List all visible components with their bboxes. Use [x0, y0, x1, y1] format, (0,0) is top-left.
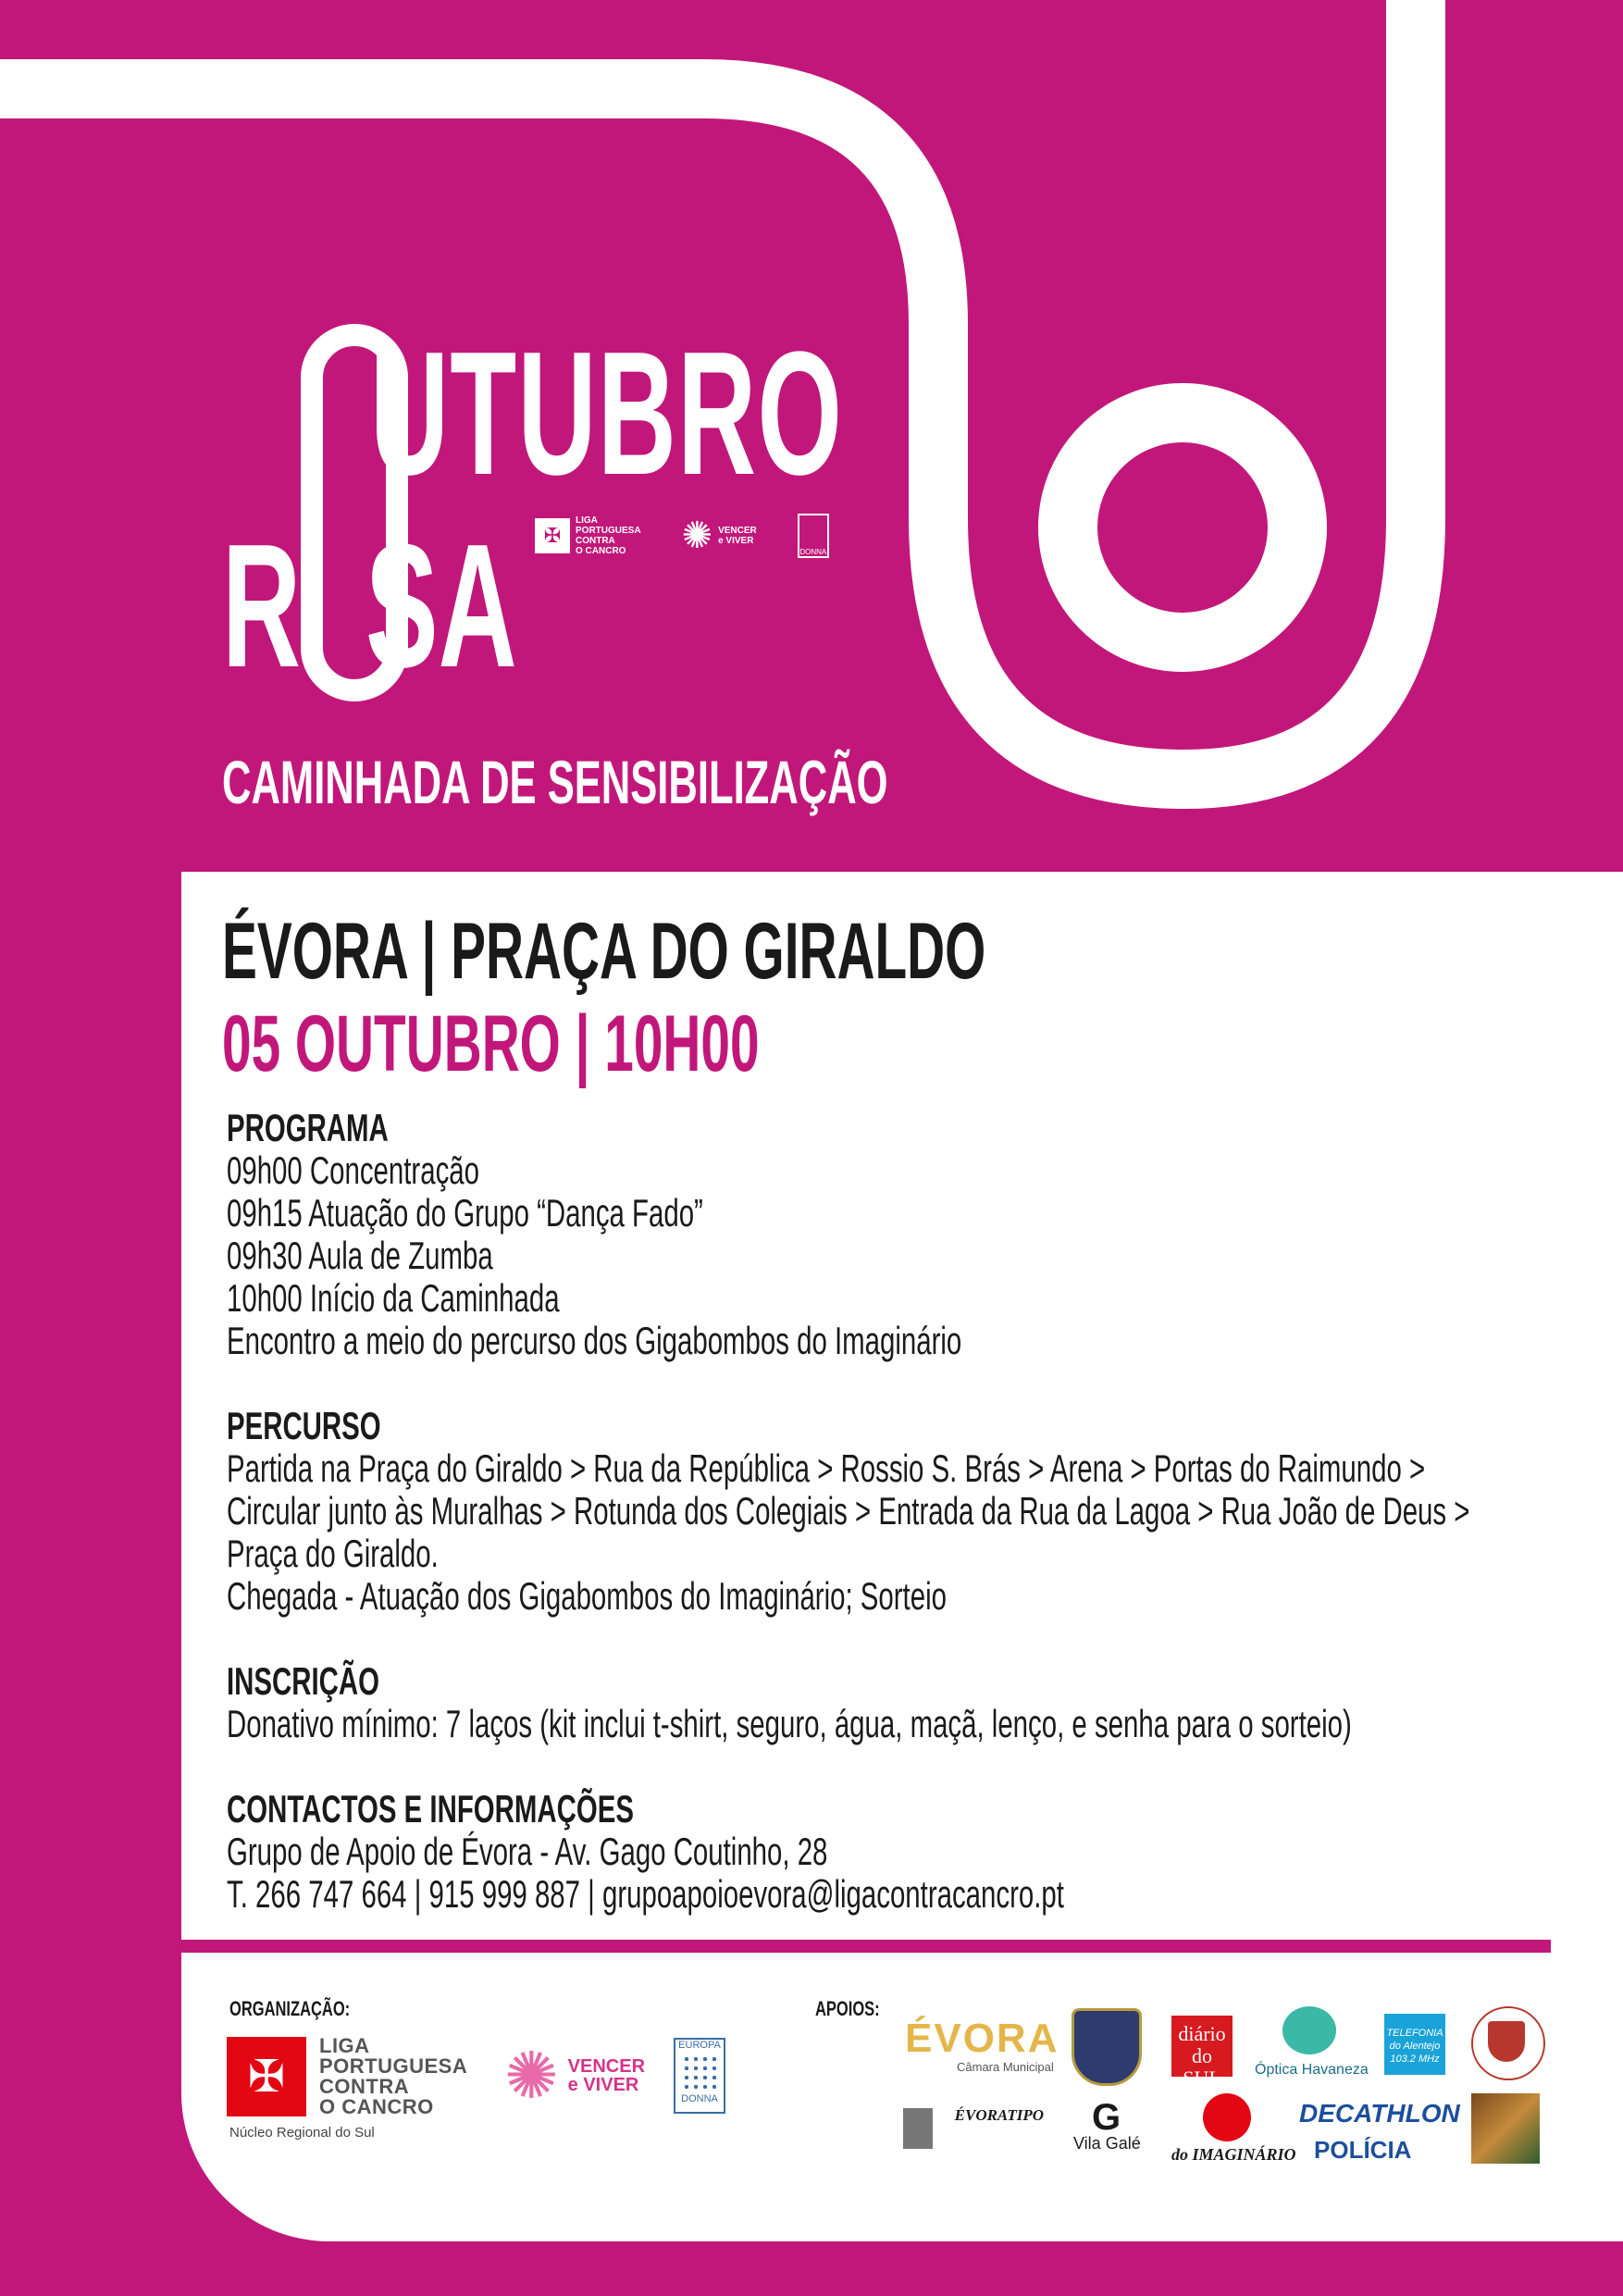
- event-place: ÉVORA | PRAÇA DO GIRALDO: [222, 907, 986, 996]
- section-programa: [227, 1107, 1522, 1362]
- percurso-line: Praça do Giraldo.: [227, 1532, 439, 1575]
- sponsor-photo: [1471, 2093, 1540, 2164]
- europa-donna-logo: EUROPA DONNA: [674, 2038, 725, 2114]
- optica-eye-icon: [1282, 2006, 1336, 2054]
- sponsor-diario-sul-logo: diário do SUL: [1171, 2016, 1233, 2077]
- title-rosa-r: R: [222, 508, 302, 704]
- sponsor-imaginario-logo: do IMAGINÁRIO: [1171, 2145, 1296, 2164]
- section-inscricao: [227, 1660, 1522, 1745]
- section-percurso: [227, 1405, 1522, 1618]
- lpcc-logo: ✠ LIGA PORTUGUESA CONTRA O CANCRO: [227, 2036, 467, 2117]
- sponsor-evora-subtitle: Câmara Municipal: [957, 2060, 1054, 2074]
- lpcc-crab-icon: ✠: [227, 2037, 306, 2116]
- percurso-line: Partida na Praça do Giraldo > Rua da República > Rossio S. Brás > Arena > Portas do Raimundo >: [227, 1446, 1426, 1490]
- contact-address: Grupo de Apoio de Évora - Av. Gago Coutinho, 28: [227, 1830, 828, 1873]
- section-title: CONTACTOS E INFORMAÇÕES: [227, 1787, 634, 1831]
- programa-line: 10h00 Início da Caminhada: [227, 1276, 560, 1320]
- sponsor-optica-logo: Óptica Havaneza: [1255, 2062, 1369, 2078]
- contact-phone-email: T. 266 747 664 | 915 999 887 | grupoapoioevora@ligacontracancro.pt: [227, 1872, 1064, 1916]
- event-date: 05 OUTUBRO | 10H00: [222, 999, 760, 1088]
- programa-line: 09h15 Atuação do Grupo “Dança Fado”: [227, 1191, 703, 1235]
- vila-gale-g-icon: G: [1092, 2097, 1121, 2138]
- europa-donna-logo-small: DONNA: [798, 514, 829, 558]
- event-details: [227, 1107, 1522, 1958]
- title-outubro: UTUBRO: [370, 316, 844, 512]
- sponsor-evoratipo-logo: ÉVORATIPO: [954, 2106, 1044, 2124]
- sponsor-decathlon-logo: DECATHLON: [1299, 2099, 1460, 2128]
- organizacao-label: ORGANIZAÇÃO:: [229, 1997, 351, 2020]
- lpcc-logo-small: ✠ LIGA PORTUGUESA CONTRA O CANCRO: [535, 515, 641, 556]
- inscricao-line: Donativo mínimo: 7 laços (kit inclui t-shirt, seguro, água, maçã, lenço, e senha para o sorteio): [227, 1702, 1352, 1745]
- header-logos: [535, 513, 829, 559]
- sponsor-telefonia-logo: TELEFONIA do Alentejo 103.2 MHz: [1384, 2014, 1445, 2075]
- flower-icon: ✺: [681, 515, 713, 556]
- programa-line: Encontro a meio do percurso dos Gigabombos do Imaginário: [227, 1319, 962, 1362]
- dots-icon: [682, 2054, 717, 2090]
- shield-icon: [1488, 2021, 1525, 2062]
- sponsor-evora-logo: ÉVORA: [905, 2016, 1059, 2061]
- section-contactos: [227, 1788, 1522, 1916]
- lpcc-crab-icon: ✠: [535, 518, 570, 553]
- sponsor-vila-gale-logo: Vila Galé: [1073, 2134, 1141, 2153]
- section-title: PERCURSO: [227, 1404, 381, 1447]
- section-title: PROGRAMA: [227, 1106, 389, 1149]
- track-ring: [1068, 413, 1297, 642]
- subtitle: CAMINHADA DE SENSIBILIZAÇÃO: [222, 748, 888, 816]
- apoios-label: APOIOS:: [815, 1997, 880, 2020]
- percurso-line: Chegada - Atuação dos Gigabombos do Imaginário; Sorteio: [227, 1574, 947, 1618]
- title-rosa-sa: SA: [365, 508, 517, 704]
- sponsor-policia-logo: POLÍCIA: [1314, 2136, 1412, 2164]
- flower-icon: ✺: [504, 2040, 559, 2112]
- programa-line: 09h00 Concentração: [227, 1148, 479, 1192]
- vencer-viver-logo: ✺ VENCER e VIVER: [504, 2040, 646, 2112]
- lpcc-subtitle: Núcleo Regional do Sul: [229, 2125, 375, 2141]
- spiral-icon: [1203, 2093, 1251, 2141]
- vencer-viver-logo-small: ✺ VENCER e VIVER: [681, 515, 757, 556]
- percurso-line: Circular junto às Muralhas > Rotunda dos Colegiais > Entrada da Rua da Lagoa > Rua João de Deus >: [227, 1489, 1470, 1533]
- sponsor-crest-logo: [1072, 2008, 1142, 2086]
- section-title: INSCRIÇÃO: [227, 1659, 379, 1703]
- programa-line: 09h30 Aula de Zumba: [227, 1234, 493, 1277]
